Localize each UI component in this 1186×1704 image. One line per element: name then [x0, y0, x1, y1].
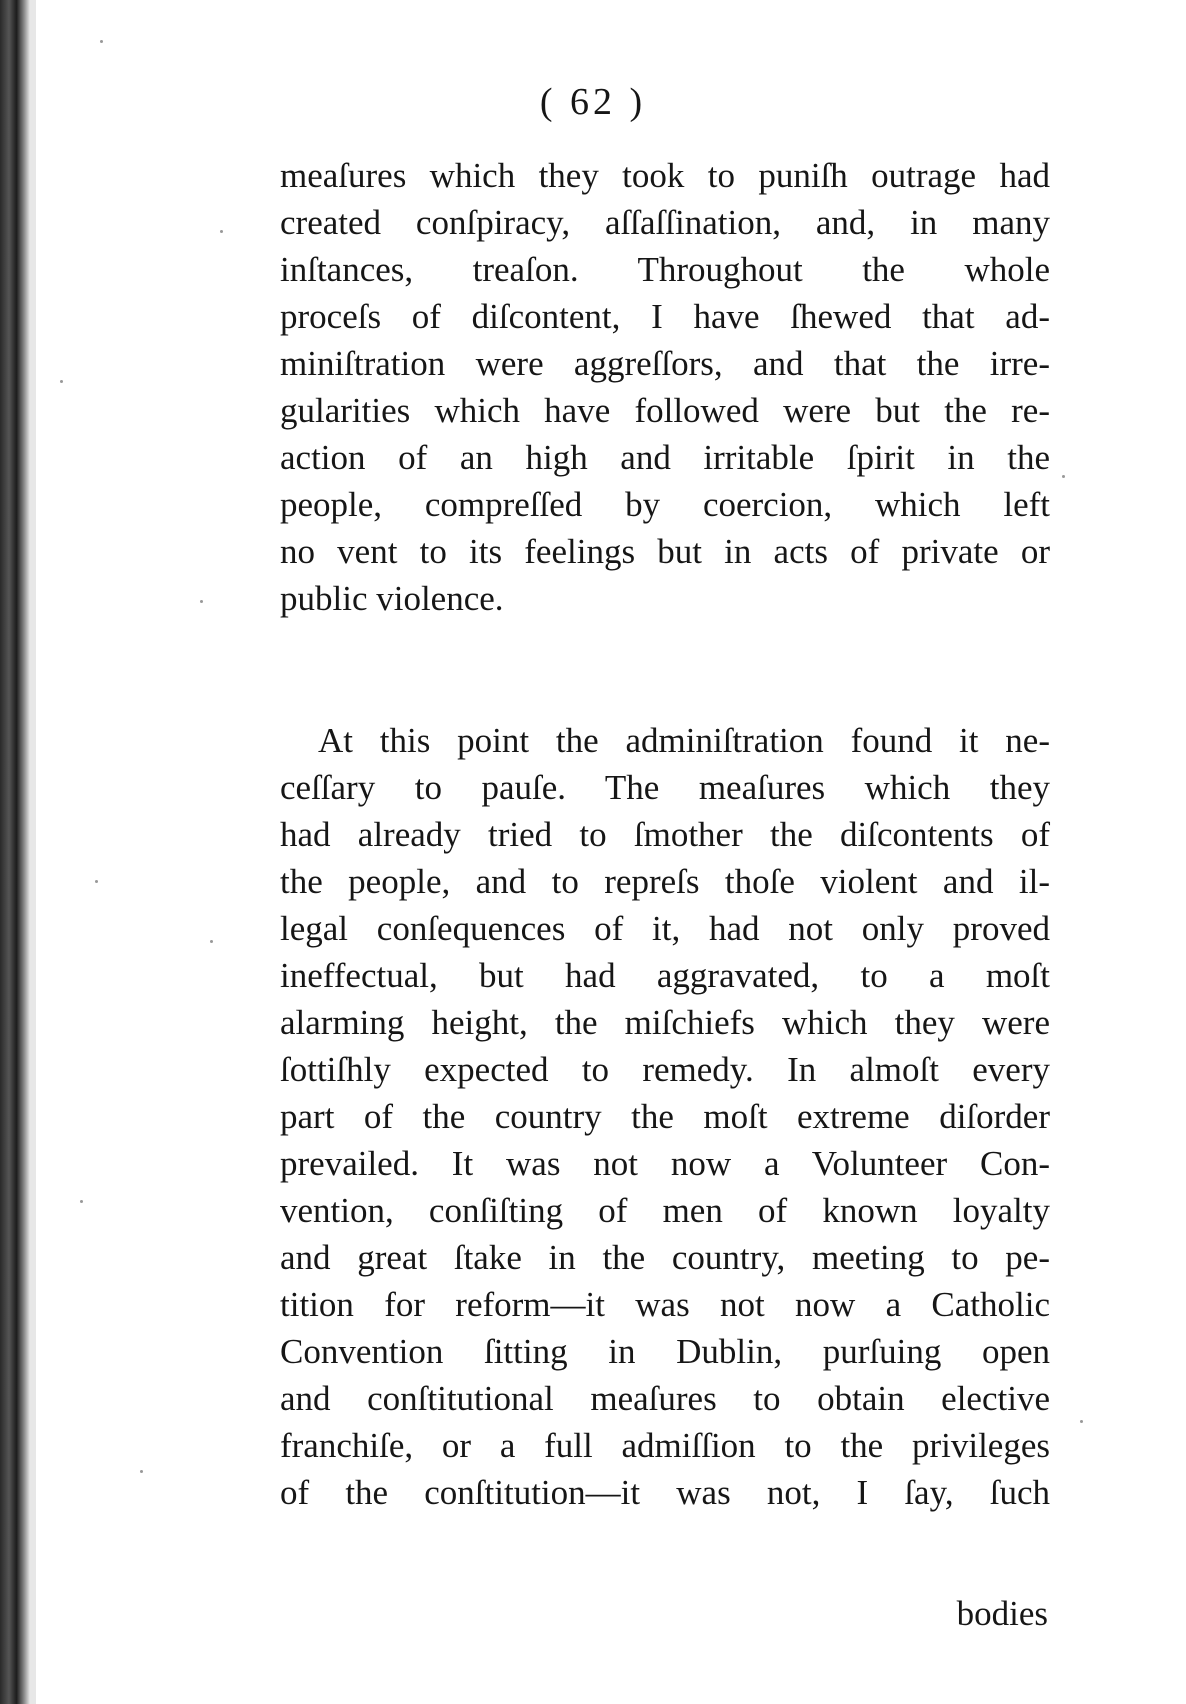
text-line: meaſures which they took to puniſh outrage had	[280, 156, 1050, 195]
text-line: inſtances, treaſon. Throughout the whole	[280, 250, 1050, 289]
text-line: ſottiſhly expected to remedy. In almoſt every	[280, 1050, 1050, 1089]
text-line: had already tried to ſmother the diſcontents of	[280, 815, 1050, 854]
catchword: bodies	[956, 1594, 1048, 1633]
page-number: ( 62 )	[539, 81, 647, 123]
text-line: At this point the adminiſtration found it ne-	[318, 721, 1050, 760]
paper-speck	[95, 880, 98, 883]
page-gutter-shadow	[30, 0, 36, 1704]
text-line: gularities which have followed were but the re-	[280, 391, 1050, 430]
paper-speck	[220, 230, 223, 233]
paper-speck	[140, 1470, 143, 1473]
paper-speck	[1062, 475, 1065, 478]
text-line: and great ſtake in the country, meeting to pe-	[280, 1238, 1050, 1277]
text-line: proceſs of diſcontent, I have ſhewed that ad-	[280, 297, 1050, 336]
text-line: part of the country the moſt extreme diſorder	[280, 1097, 1050, 1136]
text-line: people, compreſſed by coercion, which left	[280, 485, 1050, 524]
text-line: public violence.	[280, 579, 504, 618]
text-line: miniſtration were aggreſſors, and that the irre-	[280, 344, 1050, 383]
text-line: created conſpiracy, aſſaſſination, and, in many	[280, 203, 1050, 242]
book-binding-edge	[0, 0, 30, 1704]
text-line: Convention ſitting in Dublin, purſuing open	[280, 1332, 1050, 1371]
text-line: of the conſtitution—it was not, I ſay, ſuch	[280, 1473, 1050, 1512]
text-line: ceſſary to pauſe. The meaſures which they	[280, 768, 1050, 807]
paper-speck	[210, 940, 213, 943]
paper-speck	[80, 1200, 83, 1203]
text-line: no vent to its feelings but in acts of private or	[280, 532, 1050, 571]
text-line: tition for reform—it was not now a Catholic	[280, 1285, 1050, 1324]
text-line: alarming height, the miſchiefs which they were	[280, 1003, 1050, 1042]
paper-speck	[200, 600, 203, 603]
paper-speck	[100, 40, 103, 43]
paper-speck	[60, 380, 63, 383]
text-line: ineffectual, but had aggravated, to a moſt	[280, 956, 1050, 995]
text-line: legal conſequences of it, had not only proved	[280, 909, 1050, 948]
text-line: and conſtitutional meaſures to obtain elective	[280, 1379, 1050, 1418]
text-line: franchiſe, or a full admiſſion to the privileges	[280, 1426, 1050, 1465]
text-line: the people, and to repreſs thoſe violent and il-	[280, 862, 1050, 901]
text-line: vention, conſiſting of men of known loyalty	[280, 1191, 1050, 1230]
text-line: prevailed. It was not now a Volunteer Con-	[280, 1144, 1050, 1183]
text-line: action of an high and irritable ſpirit in the	[280, 438, 1050, 477]
paper-speck	[1080, 1420, 1083, 1423]
